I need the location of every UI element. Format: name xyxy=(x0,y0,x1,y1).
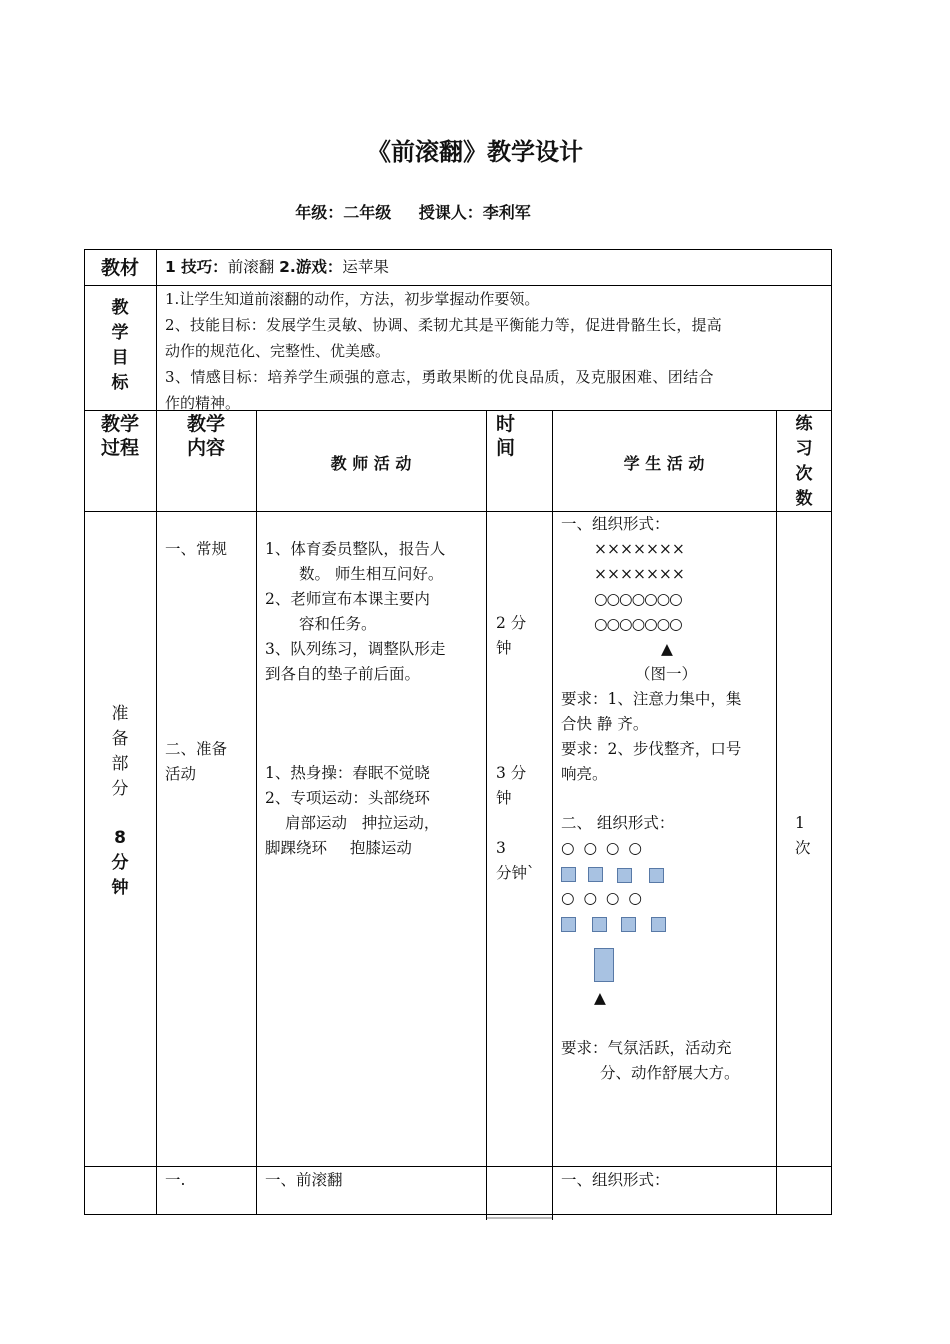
mat-square xyxy=(617,868,632,883)
next-student: 一、组织形式： xyxy=(561,1171,670,1189)
formation-circle-row: ○ ○ ○ ○ xyxy=(561,839,642,857)
header-student: 学 生 活 动 xyxy=(623,454,705,473)
goals-text xyxy=(165,286,829,416)
header-teacher: 教 师 活 动 xyxy=(330,454,412,473)
material-content xyxy=(165,255,389,280)
page-subtitle: 年级：二年级 授课人：李利军 xyxy=(295,203,531,222)
prep-student-req3: 要求：气氛活跃，活动充 分、动作舒展大方。 xyxy=(561,1039,740,1082)
goal-line: 2、技能目标：发展学生灵敏、协调、柔韧尤其是平衡能力等，促进骨骼生长，提高 xyxy=(165,316,722,334)
prep-duration: 8 分 钟 xyxy=(111,828,129,898)
material-part1-value: 前滚翻 xyxy=(227,258,275,276)
next-content: 一. xyxy=(165,1171,186,1189)
material-label: 教材 xyxy=(100,257,139,279)
mat-square xyxy=(588,867,603,882)
prep-student-org1: 一、组织形式： ××××××× ××××××× ○○○○○○○ ○○○○○○○ ▲ （图一） 要求：1、注意力集中，集 合快 静 齐。 要求：2、步伐整齐，口号 响亮。 xyxy=(561,515,742,783)
prep-teacher-warmup: 1、热身操：春眠不觉晓 2、专项运动：头部绕环 肩部运动 抻拉运动， 脚踝绕环 抱膝运动 xyxy=(265,764,440,857)
prep-student-org2-label: 二、 组织形式： xyxy=(561,814,675,832)
mat-square xyxy=(561,917,576,932)
page-title: 《前滚翻》教学设计 xyxy=(367,138,583,166)
teacher-position-triangle: ▲ xyxy=(594,989,606,1007)
next-teacher: 一、前滚翻 xyxy=(265,1171,343,1189)
header-process: 教学 过程 xyxy=(100,413,139,459)
prep-time-a: 2 分 钟 xyxy=(496,614,527,657)
material-part2-value: 运苹果 xyxy=(342,258,389,276)
prep-count: 1 次 xyxy=(795,814,811,857)
material-part2-label: 2.游戏： xyxy=(279,258,343,276)
goals-label: 教 学 目 标 xyxy=(111,298,129,393)
teacher-mat xyxy=(594,948,614,982)
prep-content-routine: 一、常规 xyxy=(165,540,228,558)
material-part1-label: 1 技巧： xyxy=(165,258,228,276)
goal-line: 3、情感目标：培养学生顽强的意志，勇敢果断的优良品质，及克服困难、团结合 xyxy=(165,368,714,386)
header-content: 教学 内容 xyxy=(186,413,225,459)
prep-time-b: 3 分 钟 xyxy=(496,764,527,807)
formation-circle-row: ○ ○ ○ ○ xyxy=(561,889,642,907)
mat-square xyxy=(651,917,666,932)
mat-square xyxy=(621,917,636,932)
goal-line: 作的精神。 xyxy=(165,394,241,412)
prep-content-warmup: 二、准备 活动 xyxy=(165,740,228,783)
mat-square xyxy=(561,867,576,882)
header-count: 练 习 次 数 xyxy=(795,414,813,509)
prep-teacher-activities: 1、体育委员整队，报告人 数。 师生相互问好。 2、老师宣布本课主要内 容和任务。 3、队列练习，调整队形走 到各自的垫子前后面。 xyxy=(265,540,446,683)
prep-section-label: 准 备 部 分 xyxy=(111,704,129,799)
mat-square xyxy=(649,868,664,883)
mat-square xyxy=(592,917,607,932)
goal-line: 1.让学生知道前滚翻的动作，方法，初步掌握动作要领。 xyxy=(165,290,540,308)
prep-time-c: 3 分钟` xyxy=(496,839,535,882)
header-time: 时 间 xyxy=(496,413,516,459)
goal-line: 动作的规范化、完整性、优美感。 xyxy=(165,342,391,360)
